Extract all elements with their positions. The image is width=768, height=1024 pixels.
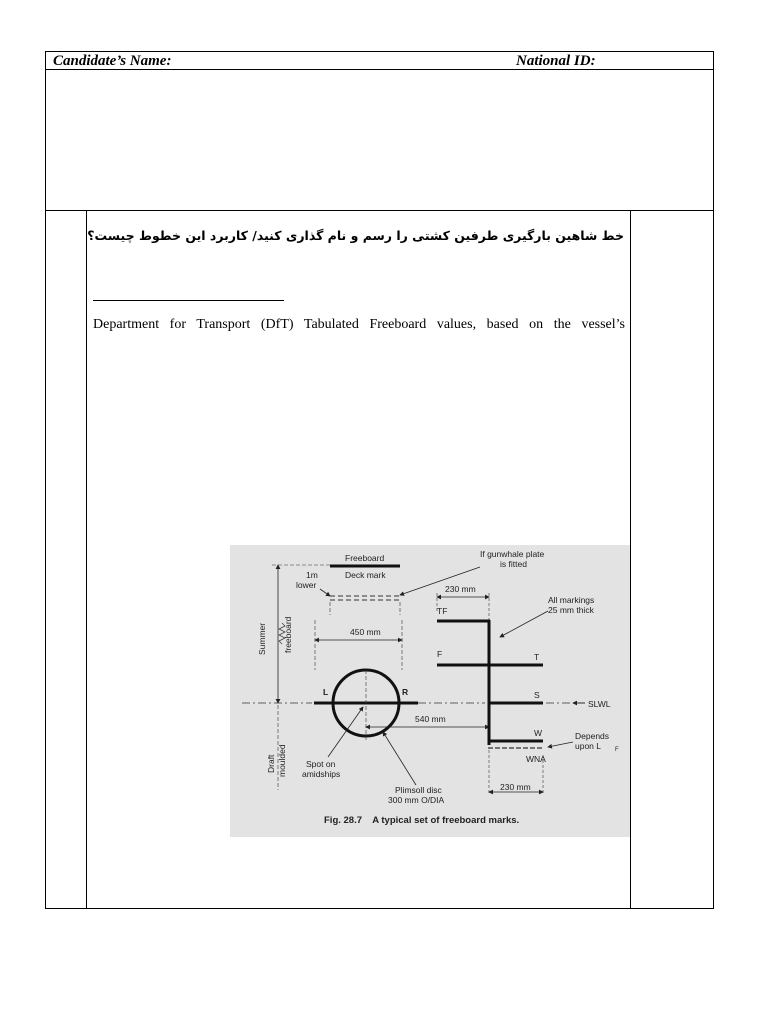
s-label: S [534,690,540,700]
national-id-label: National ID: [516,53,596,69]
w-label: W [534,728,543,738]
tf-label: TF [437,606,448,616]
freeboard-marks-figure [230,545,630,837]
table-border-right [713,51,714,909]
answer-text: Department for Transport (DfT) Tabulated Freeboard values, based on the vessel’s [93,317,625,332]
depends-subscript: F [615,747,619,753]
table-border-left [45,51,46,909]
left-margin-column [86,210,87,909]
spot-label-1: Spot on [306,759,336,769]
l-label: L [323,687,329,697]
f-label: F [437,649,443,659]
table-border-bottom [45,908,714,909]
summer-label: Summer [257,622,267,655]
freeboard-diagram-svg [230,545,630,837]
gunwhale-label-1: If gunwhale plate [480,549,545,559]
all-markings-label-2: 25 mm thick [548,605,594,615]
right-margin-column [630,210,631,909]
mm450-label: 450 mm [350,627,381,637]
plimsoll-label-2: 300 mm O/DIA [388,795,445,805]
figure-caption: Fig. 28.7 A typical set of freeboard marks. [324,815,520,826]
moulded-label: moulded [277,744,287,777]
t-label: T [534,652,540,662]
wna-label: WNA [526,754,546,764]
depends-label-1: Depends [575,731,610,741]
one-m-label: 1m [306,570,318,580]
gunwhale-label-2: is fitted [500,559,527,569]
candidate-name-label: Candidate’s Name: [53,53,172,69]
mm230-top-label: 230 mm [445,584,476,594]
depends-label-2: upon L [575,741,601,751]
mm230-bottom-label: 230 mm [500,782,531,792]
all-markings-label-1: All markings [548,595,595,605]
draft-label: Draft [266,754,276,773]
plimsoll-label-1: Plimsoll disc [395,785,442,795]
spot-label-2: amidships [302,769,341,779]
slwl-label: SLWL [588,699,611,709]
r-label: R [402,687,409,697]
freeboard-label: Freeboard [345,553,385,563]
freeboard-vertical-label: freeboard [283,616,293,653]
mm540-label: 540 mm [415,714,446,724]
persian-question: خط شاهین بارگیری طرفین کشتی را رسم و نام گذاری کنید/ کاربرد این خطوط چیست؟ [87,228,624,243]
row-divider [45,210,714,211]
lower-label: lower [296,580,317,590]
answer-underline [93,300,284,301]
deck-mark-label: Deck mark [345,570,386,580]
